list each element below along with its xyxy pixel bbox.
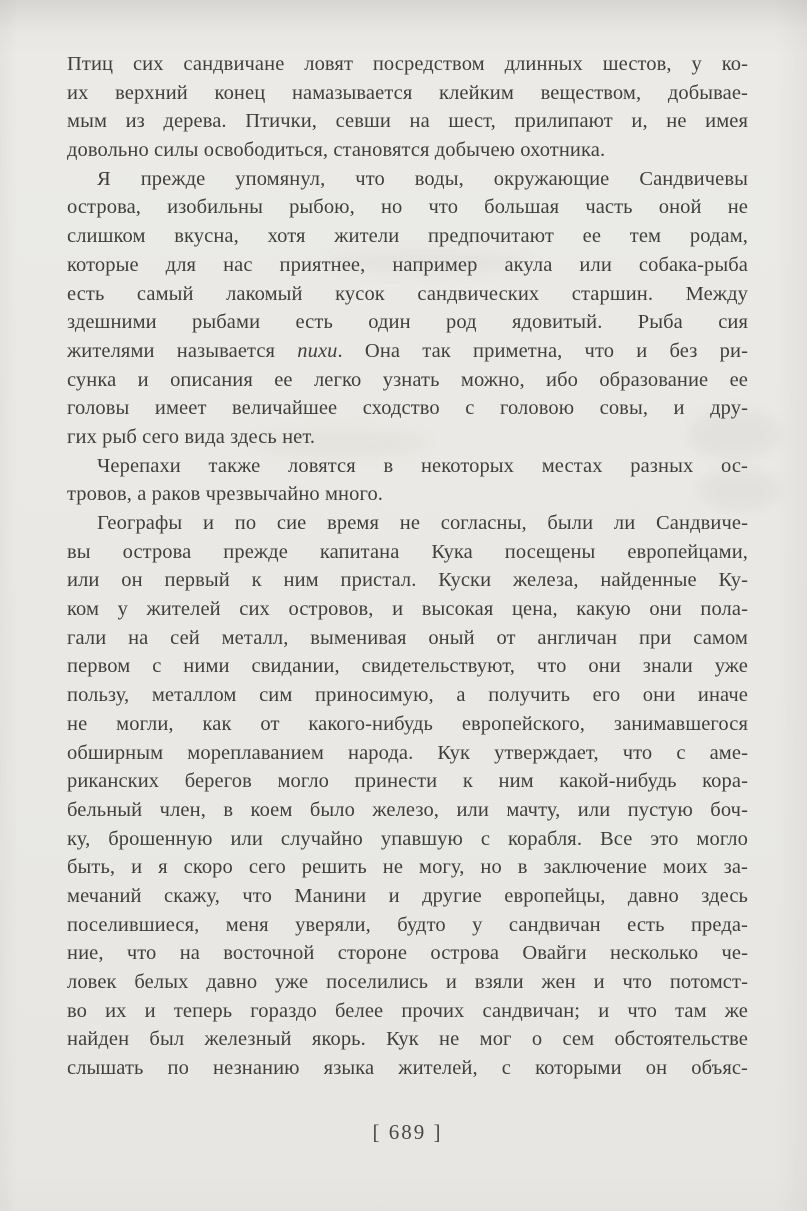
text-segment: головы имеет величайшее сходство с головою совы, и дру- — [67, 397, 748, 420]
text-segment: сунка и описания ее легко узнать можно, ибо образование ее — [67, 368, 748, 391]
text-line — [67, 796, 748, 825]
text-line — [67, 193, 748, 222]
text-segment: слишком вкусна, хотя жители предпочитают ее тем родам, — [67, 225, 748, 248]
text-line — [67, 882, 748, 911]
text-line — [67, 509, 748, 538]
text-segment: Я прежде упомянул, что воды, окружающие Сандвичевы — [97, 167, 748, 190]
text-segment: ловек белых давно уже поселились и взяли жен и что потомст- — [67, 971, 748, 993]
text-segment: которые для нас приятнее, например акула или собака-рыба — [67, 253, 748, 276]
text-line — [67, 595, 748, 624]
text-segment: риканских берегов могло принести к ним какой-нибудь кора- — [67, 770, 748, 793]
text-segment: Черепахи также ловятся в некоторых местах разных ос- — [97, 454, 748, 477]
text-line — [67, 739, 748, 768]
text-line — [67, 452, 748, 481]
text-segment: здешними рыбами есть один род ядовитый. Рыба сия — [67, 311, 748, 334]
text-segment: гали на сей металл, выменивая оный от англичан при самом — [67, 626, 748, 649]
text-segment: тровов, а раков чрезвычайно много. — [67, 483, 384, 506]
text-line — [67, 1025, 748, 1054]
text-line — [67, 366, 748, 395]
text-line — [67, 853, 748, 882]
italic-term: пихи — [297, 339, 338, 362]
text-segment: жителями называется — [67, 339, 298, 362]
text-segment: вы острова прежде капитана Кука посещены европейцами, — [67, 540, 748, 563]
text-segment: довольно силы освободиться, становятся добычею охотника. — [67, 139, 606, 162]
text-line — [67, 79, 748, 108]
text-line — [67, 1054, 748, 1083]
text-line — [67, 50, 748, 79]
text-segment: острова, изобильны рыбою, но что большая часть оной не — [67, 196, 748, 219]
text-segment: . Она так приметна, что и без ри- — [337, 339, 748, 362]
text-line — [67, 767, 748, 796]
text-line — [67, 165, 748, 194]
text-line — [67, 107, 748, 136]
text-segment: есть самый лакомый кусок сандвических старшин. Между — [67, 282, 748, 305]
text-segment: во их и теперь гораздо белее прочих сандвичан; и что там же — [67, 999, 748, 1022]
text-line — [67, 337, 748, 366]
text-line — [67, 222, 748, 251]
text-line — [67, 710, 748, 739]
text-segment: ние, что на восточной стороне острова Овайги несколько че- — [67, 942, 748, 965]
text-line — [67, 681, 748, 710]
text-segment: быть, и я скоро сего решить не могу, но в заключение моих за- — [67, 856, 748, 879]
text-line — [67, 968, 748, 997]
text-segment: или он первый к ним пристал. Куски железа, найденные Ку- — [67, 569, 748, 592]
text-line — [67, 136, 748, 165]
text-segment: не могли, как от какого-нибудь европейского, занимавшегося — [67, 712, 748, 735]
text-line — [67, 251, 748, 280]
text-segment: мечаний скажу, что Манини и другие европейцы, давно здесь — [67, 884, 748, 907]
text-segment: поселившиеся, меня уверяли, будто у сандвичан есть преда- — [67, 913, 748, 936]
text-line — [67, 423, 748, 452]
text-line — [67, 652, 748, 681]
text-segment: мым из дерева. Птички, севши на шест, прилипают и, не имея — [67, 110, 748, 133]
page-number: [ 689 ] — [372, 1120, 443, 1144]
text-segment: ку, брошенную или случайно упавшую с корабля. Все это могло — [67, 827, 748, 850]
text-line — [67, 566, 748, 595]
text-line — [67, 280, 748, 309]
text-line — [67, 480, 748, 509]
text-segment: Птиц сих сандвичане ловят посредством длинных шестов, у ко- — [67, 53, 748, 75]
text-segment: бельный член, в коем было железо, или мачту, или пустую боч- — [67, 798, 748, 821]
text-segment: первом с ними свидании, свидетельствуют, что они знали уже — [67, 655, 748, 678]
text-segment: их верхний конец намазывается клейким веществом, добывае- — [67, 81, 748, 104]
text-segment: гих рыб сего вида здесь нет. — [67, 425, 316, 448]
text-line — [67, 939, 748, 968]
text-segment: слышать по незнанию языка жителей, с которыми он объяс- — [67, 1057, 748, 1080]
text-line — [67, 538, 748, 567]
text-segment: пользу, металлом сим приносимую, а получить его они иначе — [67, 684, 748, 707]
text-segment: Географы и по сие время не согласны, были ли Сандвиче- — [97, 512, 748, 534]
text-line — [67, 308, 748, 337]
text-segment: обширным мореплаванием народа. Кук утверждает, что с аме- — [67, 741, 748, 764]
text-line — [67, 825, 748, 854]
text-segment: найден был железный якорь. Кук не мог о сем обстоятельстве — [67, 1028, 748, 1051]
text-line — [67, 911, 748, 940]
text-line — [67, 997, 748, 1026]
text-line — [67, 624, 748, 653]
text-line — [67, 394, 748, 423]
text-segment: ком у жителей сих островов, и высокая цена, какую они пола- — [67, 598, 748, 621]
page-text — [67, 50, 748, 1083]
